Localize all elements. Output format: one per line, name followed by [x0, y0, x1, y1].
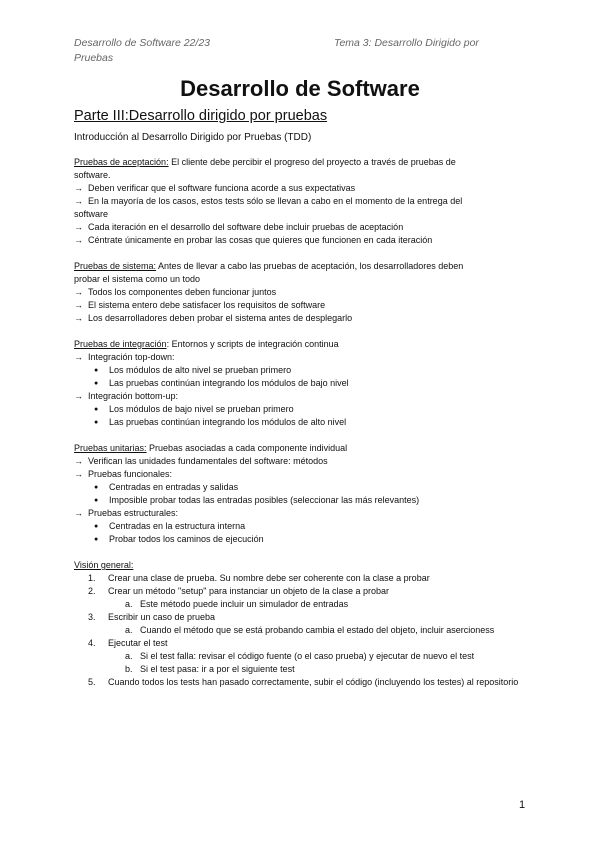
unitarias-heading: Pruebas unitarias:: [74, 443, 147, 453]
sistema-text: Antes de llevar a cabo las pruebas de aceptación, los desarrolladores deben: [156, 261, 464, 271]
sub-text: Este método puede incluir un simulador de entradas: [140, 599, 349, 609]
section-aceptacion: [74, 156, 529, 247]
step-number: 3.: [88, 612, 96, 622]
aceptacion-text: El cliente debe percibir el progreso del proyecto a través de pruebas de: [168, 157, 456, 167]
arrow-icon: →: [74, 287, 83, 297]
list-item-text: Integración top-down:: [88, 352, 175, 362]
aceptacion-heading: Pruebas de aceptación:: [74, 157, 169, 167]
sub-letter: a.: [125, 651, 133, 661]
numbered-item: [74, 611, 529, 624]
step-number: 4.: [88, 638, 96, 648]
list-item-text: En la mayoría de los casos, estos tests sólo se llevan a cabo en el momento de la entrega del: [88, 196, 463, 206]
part-title: Parte III:Desarrollo dirigido por pruebas: [74, 108, 328, 124]
numbered-item: [74, 637, 529, 650]
arrow-icon: →: [74, 183, 83, 193]
list-item: [74, 221, 529, 234]
bullet-text: Centradas en la estructura interna: [109, 521, 246, 531]
list-item-text: Pruebas estructurales:: [88, 508, 179, 518]
sistema-heading: Pruebas de sistema:: [74, 261, 157, 271]
sub-item: [74, 598, 529, 611]
arrow-icon: →: [74, 196, 83, 206]
bullet-text: Los módulos de alto nivel se prueban primero: [109, 365, 292, 375]
arrow-icon: →: [74, 300, 83, 310]
numbered-item: [74, 585, 529, 598]
bullet-icon: ●: [94, 380, 99, 387]
bullet-text: Las pruebas continúan integrando los módulos de bajo nivel: [109, 378, 349, 388]
header-course: Desarrollo de Software 22/23: [74, 37, 210, 49]
bullet-item: [74, 403, 529, 416]
sub-letter: b.: [125, 664, 133, 674]
sistema-text-cont: probar el sistema como un todo: [74, 274, 201, 284]
bullet-icon: ●: [94, 419, 99, 426]
page-number: 1: [519, 799, 526, 811]
bullet-icon: ●: [94, 497, 99, 504]
arrow-icon: →: [74, 469, 83, 479]
bullet-icon: ●: [94, 536, 99, 543]
document-body: [74, 107, 529, 702]
list-item: [74, 351, 529, 364]
header-topic-line2: Pruebas: [74, 52, 114, 64]
arrow-icon: →: [74, 222, 83, 232]
bullet-item: [74, 520, 529, 533]
list-item: [74, 455, 529, 468]
header-topic: [334, 36, 534, 51]
step-text: Cuando todos los tests han pasado correctamente, subir el código (incluyendo los testes) al repositorio: [108, 677, 519, 687]
bullet-icon: ●: [94, 406, 99, 413]
bullet-text: Imposible probar todas las entradas posibles (seleccionar las más relevantes): [109, 495, 420, 505]
list-item: [74, 299, 529, 312]
step-text: Escribir un caso de prueba: [108, 612, 216, 622]
list-item-text: Pruebas funcionales:: [88, 469, 173, 479]
arrow-icon: →: [74, 391, 83, 401]
bullet-icon: ●: [94, 484, 99, 491]
list-item-text: Cada iteración en el desarrollo del software debe incluir pruebas de aceptación: [88, 222, 404, 232]
header-topic-line1: Tema 3: Desarrollo Dirigido por: [334, 37, 479, 49]
step-text: Crear una clase de prueba. Su nombre debe ser coherente con la clase a probar: [108, 573, 430, 583]
bullet-icon: ●: [94, 523, 99, 530]
integracion-text: : Entornos y scripts de integración continua: [166, 339, 339, 349]
vision-heading: Visión general:: [74, 560, 134, 570]
list-item-text: Verifican las unidades fundamentales del software: métodos: [88, 456, 328, 466]
list-item: [74, 390, 529, 403]
list-item-text: Integración bottom-up:: [88, 391, 179, 401]
step-text: Crear un método "setup" para instanciar un objeto de la clase a probar: [108, 586, 390, 596]
section-integracion: [74, 338, 529, 429]
step-text: Ejecutar el test: [108, 638, 168, 648]
bullet-item: [74, 364, 529, 377]
list-item: [74, 286, 529, 299]
list-item: [74, 468, 529, 481]
bullet-item: [74, 481, 529, 494]
bullet-item: [74, 416, 529, 429]
list-item: [74, 312, 529, 325]
numbered-item: [74, 676, 529, 689]
bullet-text: Las pruebas continúan integrando los módulos de alto nivel: [109, 417, 347, 427]
list-item-text: Todos los componentes deben funcionar juntos: [88, 287, 277, 297]
list-item-text: Céntrate únicamente en probar las cosas que quieres que funcionen en cada iteración: [88, 235, 433, 245]
sistema-intro: [74, 260, 529, 273]
list-item: [74, 507, 529, 520]
sub-text: Si el test falla: revisar el código fuente (o el caso prueba) y ejecutar de nuevo el test: [140, 651, 475, 661]
list-item: [74, 182, 529, 195]
list-item-text: El sistema entero debe satisfacer los requisitos de software: [88, 300, 326, 310]
page-title: Desarrollo de Software: [180, 76, 420, 101]
intro-text: Introducción al Desarrollo Dirigido por Pruebas (TDD): [74, 132, 312, 143]
unitarias-text: Pruebas asociadas a cada componente individual: [146, 443, 348, 453]
list-item: [74, 234, 529, 247]
arrow-icon: →: [74, 352, 83, 362]
integracion-intro: [74, 338, 529, 351]
list-item-text: Deben verificar que el software funciona acorde a sus expectativas: [88, 183, 356, 193]
numbered-item: [74, 572, 529, 585]
sub-letter: a.: [125, 625, 133, 635]
bullet-text: Los módulos de bajo nivel se prueban primero: [109, 404, 294, 414]
arrow-icon: →: [74, 235, 83, 245]
sub-letter: a.: [125, 599, 133, 609]
arrow-icon: →: [74, 313, 83, 323]
bullet-text: Centradas en entradas y salidas: [109, 482, 239, 492]
sub-text: Si el test pasa: ir a por el siguiente test: [140, 664, 295, 674]
step-number: 1.: [88, 573, 96, 583]
aceptacion-intro: [74, 156, 529, 169]
section-sistema: [74, 260, 529, 325]
bullet-text: Probar todos los caminos de ejecución: [109, 534, 264, 544]
sub-item: [74, 650, 529, 663]
list-item: [74, 195, 529, 208]
bullet-item: [74, 377, 529, 390]
unitarias-intro: [74, 442, 529, 455]
sub-text: Cuando el método que se está probando cambia el estado del objeto, incluir asercioness: [140, 625, 495, 635]
bullet-item: [74, 494, 529, 507]
section-vision: [74, 559, 529, 689]
step-number: 5.: [88, 677, 96, 687]
arrow-icon: →: [74, 456, 83, 466]
list-item-wrap: software: [74, 209, 109, 219]
aceptacion-text-cont: software.: [74, 170, 111, 180]
step-number: 2.: [88, 586, 96, 596]
bullet-icon: ●: [94, 367, 99, 374]
integracion-heading: Pruebas de integración: [74, 339, 167, 349]
arrow-icon: →: [74, 508, 83, 518]
bullet-item: [74, 533, 529, 546]
section-unitarias: [74, 442, 529, 546]
sub-item: [74, 624, 529, 637]
list-item-text: Los desarrolladores deben probar el sistema antes de desplegarlo: [88, 313, 353, 323]
sub-item: [74, 663, 529, 676]
